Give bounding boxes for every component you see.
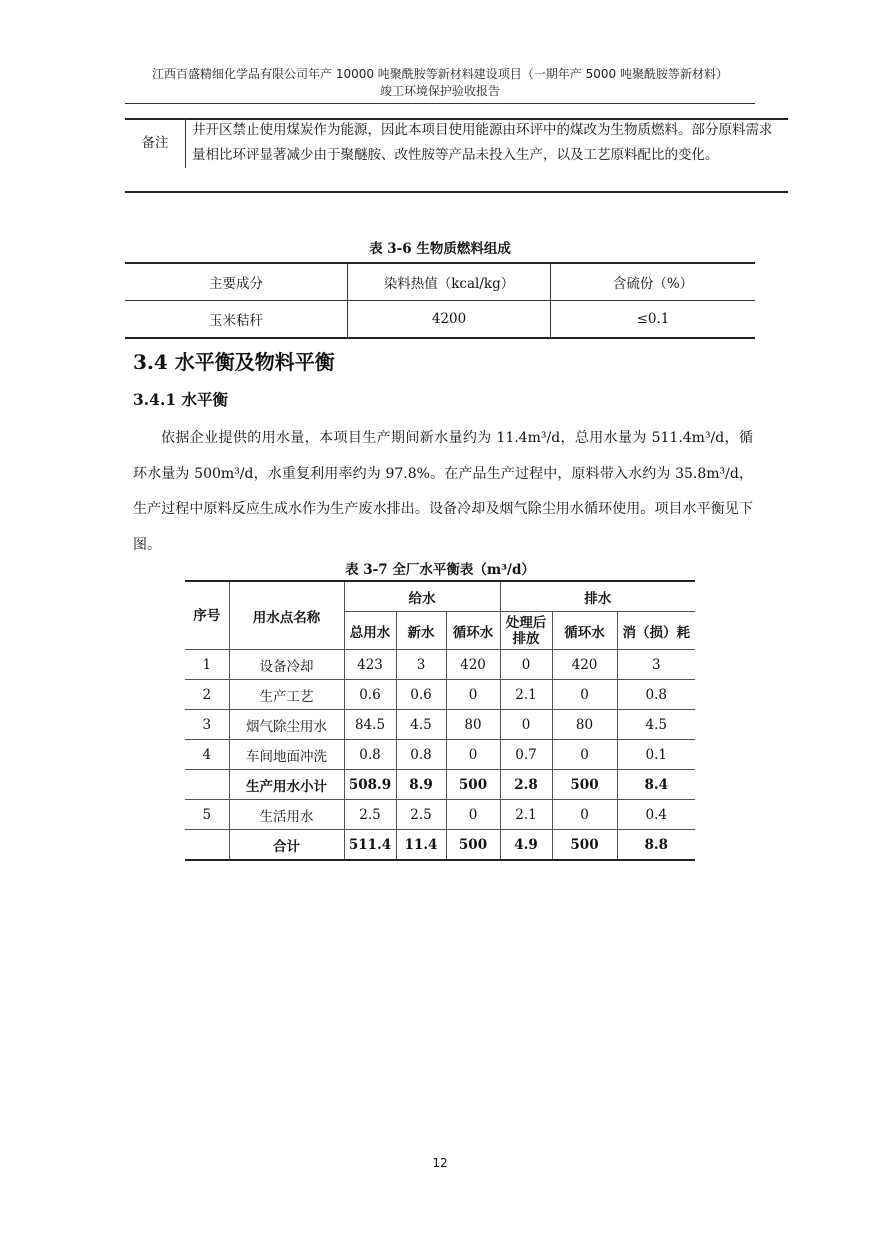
t7-header-loss: 消（损）耗 [617,612,695,650]
t7-cell: 0.6 [396,680,446,710]
t7-cell: 5 [185,800,229,830]
table-row [185,650,695,680]
t6-cell: 玉米秸秆 [209,313,263,329]
note-bottom-rule [125,191,788,193]
t7-cell: 4.5 [617,710,695,740]
t7-cell: 生产工艺 [229,680,344,710]
remarks-table [125,118,788,168]
running-header-line1: 江西百盛精细化学品有限公司年产 10000 吨聚酰胺等新材料建设项目（一期年产 5000 吨聚酰胺等新材料） [152,67,728,81]
t7-cell: 423 [344,650,396,680]
t7-cell: 11.4 [396,830,446,861]
t7-cell: 车间地面冲洗 [229,740,344,770]
t7-header-supply: 给水 [344,581,500,612]
t7-cell [185,830,229,861]
t7-cell: 0.6 [344,680,396,710]
t7-cell: 8.8 [617,830,695,861]
t7-cell: 生产用水小计 [229,770,344,800]
water-balance-table [185,580,695,861]
t7-cell: 1 [185,650,229,680]
t7-header-recycle-out: 循环水 [552,612,617,650]
table-row [185,800,695,830]
t7-cell: 0 [552,800,617,830]
t7-cell: 500 [552,770,617,800]
table-3-6-caption: 表 3-6 生物质燃料组成 [369,241,511,257]
biomass-fuel-table [125,262,755,339]
t7-cell: 3 [185,710,229,740]
t7-cell: 0.8 [344,740,396,770]
t7-cell: 8.4 [617,770,695,800]
t7-cell: 3 [617,650,695,680]
t7-cell: 0 [552,740,617,770]
remarks-text: 井开区禁止使用煤炭作为能源，因此本项目使用能源由环评中的煤改为生物质燃料。部分原料需求量相比环评显著减少由于聚醚胺、改性胺等产品未投入生产，以及工艺原料配比的变化。 [192,122,773,163]
t7-header-seq: 序号 [185,581,229,650]
t7-cell: 2.1 [500,800,552,830]
table-row [185,740,695,770]
t7-cell: 0 [500,650,552,680]
t7-cell: 80 [446,710,500,740]
t7-cell: 设备冷却 [229,650,344,680]
subsection-heading: 3.4.1 水平衡 [133,390,229,409]
t6-header-component: 主要成分 [125,263,348,301]
t7-cell: 0.4 [617,800,695,830]
t7-cell: 0 [446,800,500,830]
t7-cell: 0 [446,680,500,710]
t7-cell: 2 [185,680,229,710]
t7-header-name: 用水点名称 [229,581,344,650]
running-header-line2: 竣工环境保护验收报告 [379,84,500,98]
t7-cell: 4.9 [500,830,552,861]
t7-cell: 80 [552,710,617,740]
t7-cell: 4.5 [396,710,446,740]
table-3-7-caption: 表 3-7 全厂水平衡表（m³/d） [345,562,535,578]
t6-cell: 4200 [348,301,551,339]
t7-cell: 0.8 [396,740,446,770]
t7-cell: 500 [446,770,500,800]
t6-header-sulfur: 含硫份（%） [551,263,756,301]
t7-cell: 508.9 [344,770,396,800]
t6-cell: ≤0.1 [551,301,756,339]
body-paragraph: 依据企业提供的用水量，本项目生产期间新水量约为 11.4m³/d，总用水量为 511.4m³/d，循环水量为 500m³/d，水重复利用率约为 97.8%。在产品生产过程中，原料带入水约为 35.8m³/d，生产过程中原料反应生成水作为生产废水排出。设备冷却及烟气除尘用水循环使用。项目水平衡见下图。 [133,430,753,553]
page-number: 12 [432,1156,448,1170]
t7-cell: 8.9 [396,770,446,800]
t7-cell: 500 [446,830,500,861]
t7-cell: 0 [500,710,552,740]
t7-cell: 合计 [229,830,344,861]
header-rule [125,103,755,104]
t7-cell: 0.1 [617,740,695,770]
remarks-label: 备注 [125,118,186,168]
section-heading: 3.4 水平衡及物料平衡 [133,350,335,374]
t7-cell: 0.8 [617,680,695,710]
t7-cell: 0 [446,740,500,770]
t7-header-discharge: 排水 [500,581,695,612]
t7-cell: 2.8 [500,770,552,800]
t7-cell: 0.7 [500,740,552,770]
t7-header-treated: 处理后排放 [500,612,552,650]
table-row [185,830,695,861]
t7-header-recycle: 循环水 [446,612,500,650]
t7-cell: 420 [446,650,500,680]
t7-cell: 511.4 [344,830,396,861]
t6-header-heat-value: 染料热值（kcal/kg） [348,263,551,301]
t7-cell: 2.5 [396,800,446,830]
t7-cell: 4 [185,740,229,770]
t7-cell: 0 [552,680,617,710]
table-row [185,770,695,800]
table-row [185,680,695,710]
t7-cell: 420 [552,650,617,680]
t7-cell: 2.5 [344,800,396,830]
table-row [185,710,695,740]
t7-cell: 3 [396,650,446,680]
t7-cell: 2.1 [500,680,552,710]
t7-cell [185,770,229,800]
t7-cell: 84.5 [344,710,396,740]
t7-header-total-use: 总用水 [344,612,396,650]
t7-cell: 烟气除尘用水 [229,710,344,740]
t7-cell: 500 [552,830,617,861]
t7-header-fresh: 新水 [396,612,446,650]
t7-cell: 生活用水 [229,800,344,830]
